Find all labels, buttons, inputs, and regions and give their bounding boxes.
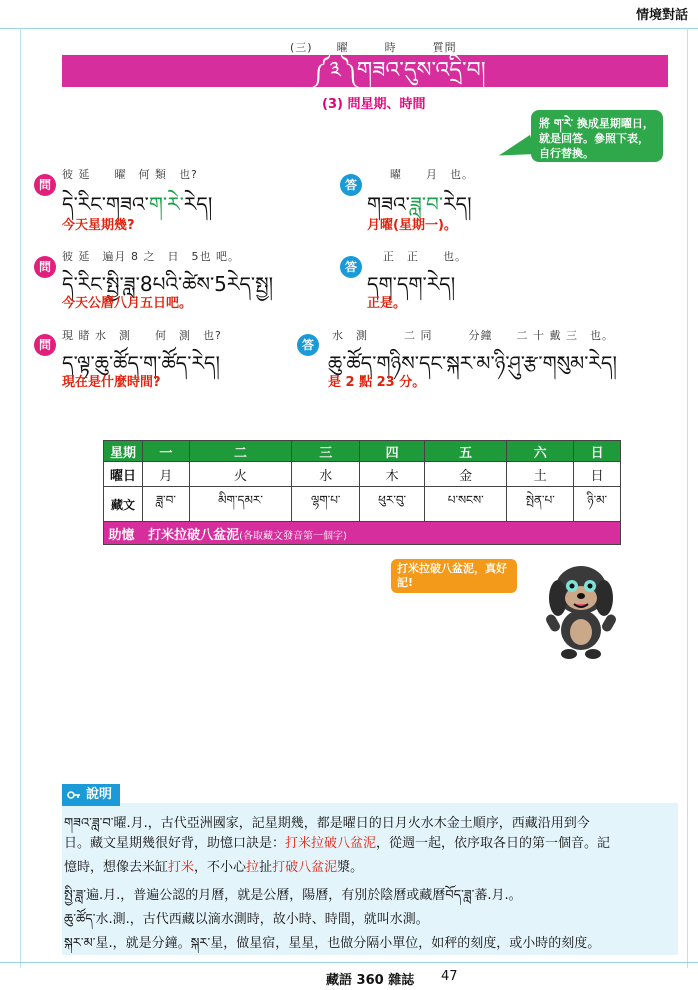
question-annotation: 現 睹 水 測 何 測 也? [62, 329, 222, 342]
question-badge: 問 [34, 334, 56, 356]
mnemonic-row [104, 522, 621, 545]
note-line: 憶時，想像去米缸打米，不小心拉扯打破八盆泥漿。 [64, 860, 364, 875]
table-cell: ལྷག་པ་ [292, 487, 360, 522]
table-cell: ཕུར་བུ་ [360, 487, 425, 522]
note-line: གཟའ་ཟླ་བ་曜.月.，古代亞洲國家，記星期幾，都是曜日的日月火水木金土順序，西藏沿用到今 [64, 816, 590, 831]
table-cell: 金 [424, 462, 506, 487]
table-cell: 土 [507, 462, 574, 487]
table-cell: 曜日 [104, 462, 143, 487]
note-line: ཆུ་ཚོད་水.測.，古代西藏以滴水測時，故小時、時間，就叫水測。 [64, 912, 429, 927]
answer-tibetan: དག་དག་རེད། [367, 272, 456, 296]
question-annotation: 彼 延 遍月 8 之 日 5也 吧。 [62, 250, 240, 263]
tip-bubble: 將 ག་རེ་ 換成星期曜日，就是回答。參照下表，自行替換。 [531, 110, 663, 162]
page-number: 47 [441, 969, 458, 984]
table-cell: པ་སངས་ [424, 487, 506, 522]
key-icon [67, 788, 81, 802]
weekday-table [103, 440, 621, 545]
answer-translation: 正是。 [367, 296, 407, 311]
chinese-title: (3) 問星期、時間 [322, 97, 426, 112]
table-cell: སྤེན་པ་ [507, 487, 574, 522]
table-cell: 水 [292, 462, 360, 487]
answer-translation: 是 2 點 23 分。 [328, 375, 426, 390]
table-cell: 星期 [104, 441, 143, 462]
question-tibetan: དེ་རིང་སྤྱི་ཟླ་8པའི་ཚེས་5རེད་སྤྱ། [62, 272, 274, 296]
mnemonic-text: 打米拉破八盆泥 [148, 527, 240, 543]
table-cell: 日 [574, 441, 621, 462]
answer-badge: 答 [340, 256, 362, 278]
mnemonic-note: (各取藏文發音第一個字) [239, 530, 347, 542]
table-cell: ཟླ་བ་ [143, 487, 190, 522]
table-cell: མིག་དམར་ [189, 487, 291, 522]
question-badge: 問 [34, 256, 56, 278]
table-cell: ཉི་མ་ [574, 487, 621, 522]
bottom-rule [0, 962, 698, 963]
answer-annotation: 曜 月 也。 [390, 168, 474, 181]
table-cell: 木 [360, 462, 425, 487]
table-cell: 二 [189, 441, 291, 462]
right-rule [687, 28, 688, 968]
table-row [104, 462, 621, 487]
table-cell: 火 [189, 462, 291, 487]
table-row [104, 487, 621, 522]
answer-badge: 答 [340, 174, 362, 196]
table-cell: 藏文 [104, 487, 143, 522]
table-cell: 三 [292, 441, 360, 462]
question-tibetan: དེ་རིང་གཟའ་ག་རེ་རེད། [62, 192, 213, 216]
character-speech-bubble: 打米拉破八盆泥，真好記! [391, 559, 517, 593]
mnemonic-cell [104, 522, 621, 545]
answer-annotation: 正 正 也。 [383, 250, 467, 263]
section-annotation: (三) 曜 時 質問 [290, 41, 457, 54]
question-translation: 今天公曆八月五日吧。 [62, 296, 193, 311]
table-cell: 月 [143, 462, 190, 487]
note-line: 日。藏文星期幾很好背，助憶口訣是：打米拉破八盆泥，從週一起，依序取各日的第一個音。記 [64, 836, 611, 851]
note-title: 說明 [62, 784, 120, 806]
answer-annotation: 水 測 二 同 分鐘 二 十 戴 三 也。 [332, 329, 614, 342]
table-cell: 日 [574, 462, 621, 487]
table-cell: 五 [424, 441, 506, 462]
mnemonic-label: 助憶 [108, 527, 135, 543]
tibetan-title-bar: ༼༣༽གཟའ་དུས་འདྲི་བ། [62, 55, 668, 87]
question-annotation: 彼 延 曜 何 類 也? [62, 168, 198, 181]
note-line: སྐར་མ་星.，就是分鐘。སྐར་星，做星宿，星星，也做分隔小單位，如秤的刻度，或小時的刻度。 [64, 936, 601, 951]
footer-magazine: 藏語 360 雜誌 [326, 973, 415, 988]
table-header-row [104, 441, 621, 462]
answer-badge: 答 [297, 334, 319, 356]
note-line: སྤྱི་ཟླ་遍.月.，普遍公認的月曆，就是公曆，陽曆，有別於陰曆或藏曆བོད་ཟླ་蕃.月.。 [64, 888, 522, 903]
table-cell: 六 [507, 441, 574, 462]
dog-mascot-illustration [540, 552, 622, 660]
answer-translation: 月曜(星期一)。 [367, 218, 457, 233]
question-tibetan: ད་ལྟ་ཆུ་ཚོད་ག་ཚོད་རེད། [62, 351, 220, 375]
question-badge: 問 [34, 174, 56, 196]
table-cell: 一 [143, 441, 190, 462]
question-translation: 今天星期幾? [62, 218, 135, 233]
answer-tibetan: གཟའ་ཟླ་བ་རེད། [367, 192, 472, 216]
top-rule [0, 28, 698, 29]
table-cell: 四 [360, 441, 425, 462]
left-rule [20, 28, 21, 968]
header-label: 情境對話 [635, 8, 688, 23]
answer-tibetan: ཆུ་ཚོད་གཉིས་དང་སྐར་མ་ཉི་ཤུ་རྩ་གསུམ་རེད། [328, 351, 617, 375]
question-translation: 現在是什麼時間? [62, 375, 161, 390]
